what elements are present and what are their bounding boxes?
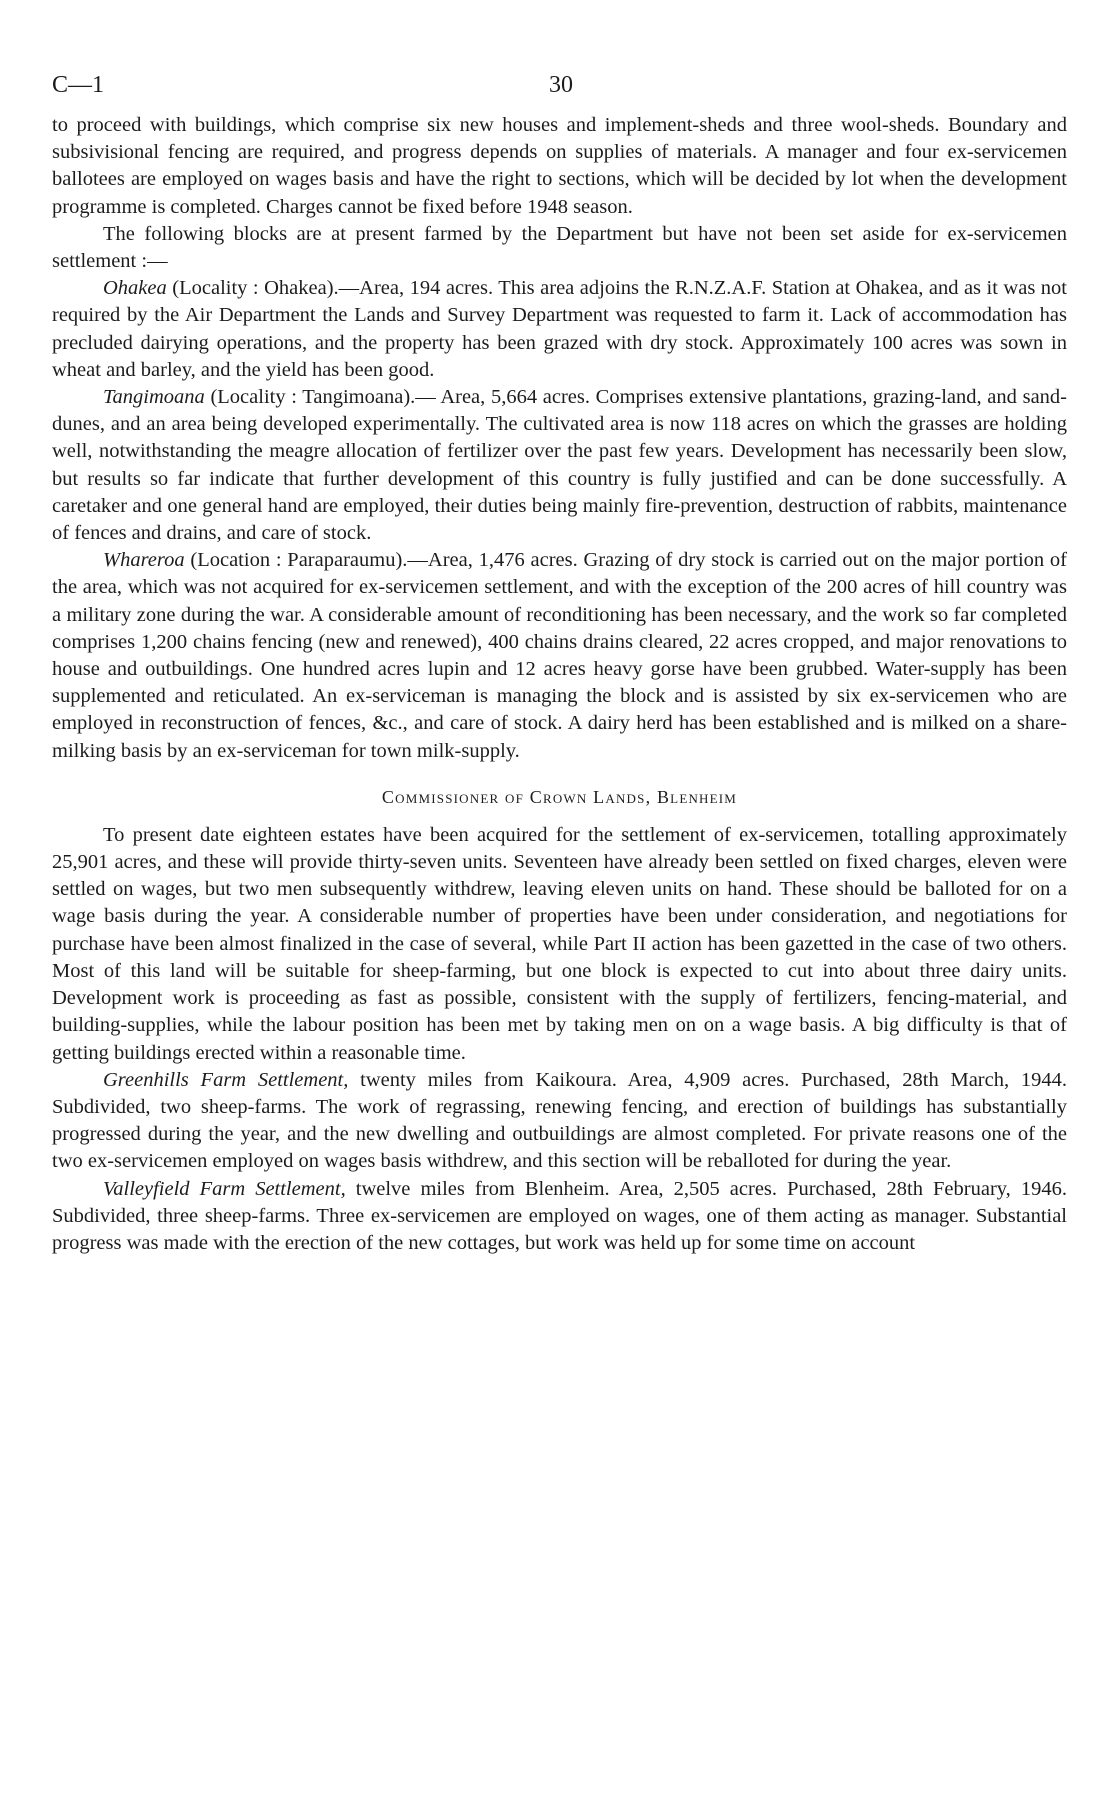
section-heading: Commissioner of Crown Lands, Blenheim (381, 786, 738, 807)
paragraph-text: (Locality : Tangimoana).— Area, 5,664 acres. Comprises extensive plantations, grazing-land, and sand-dunes, and an area being developed experimentally. The cultivated area is now 118 acres on which the grasses are holding well, notwithstanding the meagre allocation of fertilizer over the past few years. Development has necessarily been slow, but results so far indicate that further development of this country is fully justified and can be done successfully. A caretaker and one general hand are employed, their duties being mainly fire-prevention, destruction of rabbits, maintenance of fences and drains, and care of stock. (52, 386, 1067, 545)
paragraph-greenhills (52, 1067, 1067, 1176)
paragraph-text: To present date eighteen estates have been acquired for the settlement of ex-servicemen, totalling approximately 25,901 acres, and these will provide thirty-seven units. Seventeen have already been settled on fixed charges, eleven were settled on wages, but two men subsequently withdrew, leaving eleven units on hand. These should be balloted for on a wage basis during the year. A considerable number of properties have been under consideration, and negotiations for purchase have been almost finalized in the case of several, while Part II action has been gazetted in the case of two others. Most of this land will be suitable for sheep-farming, but one block is expected to cut into about three dairy units. Development work is proceeding as fast as possible, consistent with the supply of fertilizers, fencing-material, and building-supplies, while the labour position has been met by taking men on on a wage basis. A big difficulty is that of getting buildings erected within a reasonable time. (52, 823, 1067, 1064)
paragraph-valleyfield (52, 1176, 1067, 1258)
paragraph-text: (Location : Paraparaumu).—Area, 1,476 acres. Grazing of dry stock is carried out on the major portion of the area, which was not acquired for ex-servicemen settlement, and with the exception of the 200 acres of hill country was a military zone during the war. A considerable amount of reconditioning has been necessary, and the work so far completed comprises 1,200 chains fencing (new and renewed), 400 chains drains cleared, 22 acres cropped, and major renovations to house and outbuildings. One hundred acres lupin and 12 acres heavy gorse have been grubbed. Water-supply has been supplemented and reticulated. An ex-serviceman is managing the block and is assisted by six ex-servicemen who are employed in reconstruction of fences, &c., and care of stock. A dairy herd has been established and is milked on a share-milking basis by an ex-serviceman for town milk-supply. (52, 549, 1067, 762)
block-name: Tangimoana (103, 386, 205, 409)
block-name: Whareroa (103, 549, 185, 572)
settlement-name: Valleyfield Farm Settlement, (103, 1177, 346, 1200)
paragraph (52, 822, 1067, 1067)
paragraph-continued (52, 112, 1067, 221)
document-reference: C—1 (52, 72, 105, 98)
paragraph-text: The following blocks are at present farmed by the Department but have not been set aside for ex-servicemen settlement :— (52, 222, 1067, 273)
paragraph-tangimoana (52, 384, 1067, 547)
page-number: 30 (549, 72, 573, 98)
paragraph-text: twenty miles from Kaikoura. Area, 4,909 acres. Purchased, 28th March, 1944. Subdivided, two sheep-farms. The work of regrassing, renewing fencing, and erection of buildings has substantially progressed during the year, and the new dwelling and outbuildings are almost completed. For private reasons one of the two ex-servicemen employed on wages basis withdrew, and this section will be reballoted for during the year. (52, 1068, 1067, 1173)
paragraph-text: twelve miles from Blenheim. Area, 2,505 acres. Purchased, 28th February, 1946. Subdivided, three sheep-farms. Three ex-servicemen are employed on wages, one of them acting as manager. Substantial progress was made with the erection of the new cottages, but work was held up for some time on account (52, 1177, 1067, 1254)
paragraph-whareroa (52, 547, 1067, 765)
settlement-name: Greenhills Farm Settlement, (103, 1068, 349, 1091)
paragraph-text: (Locality : Ohakea).—Area, 194 acres. This area adjoins the R.N.Z.A.F. Station at Ohakea, and as it was not required by the Air Department the Lands and Survey Department was requested to farm it. Lack of accommodation has precluded dairying operations, and the property has been grazed with dry stock. Approximately 100 acres was sown in wheat and barley, and the yield has been good. (52, 277, 1067, 381)
body-text (52, 112, 1067, 1257)
running-head (52, 72, 1067, 112)
paragraph-text: to proceed with buildings, which comprise six new houses and implement-sheds and three wool-sheds. Boundary and subsivisional fencing are required, and progress depends on supplies of materials. A manager and four ex-servicemen ballotees are employed on wages basis and have the right to sections, which will be decided by lot when the development programme is completed. Charges cannot be fixed before 1948 season. (52, 114, 1067, 218)
paragraph-ohakea (52, 275, 1067, 384)
block-name: Ohakea (103, 277, 167, 300)
paragraph (52, 221, 1067, 275)
